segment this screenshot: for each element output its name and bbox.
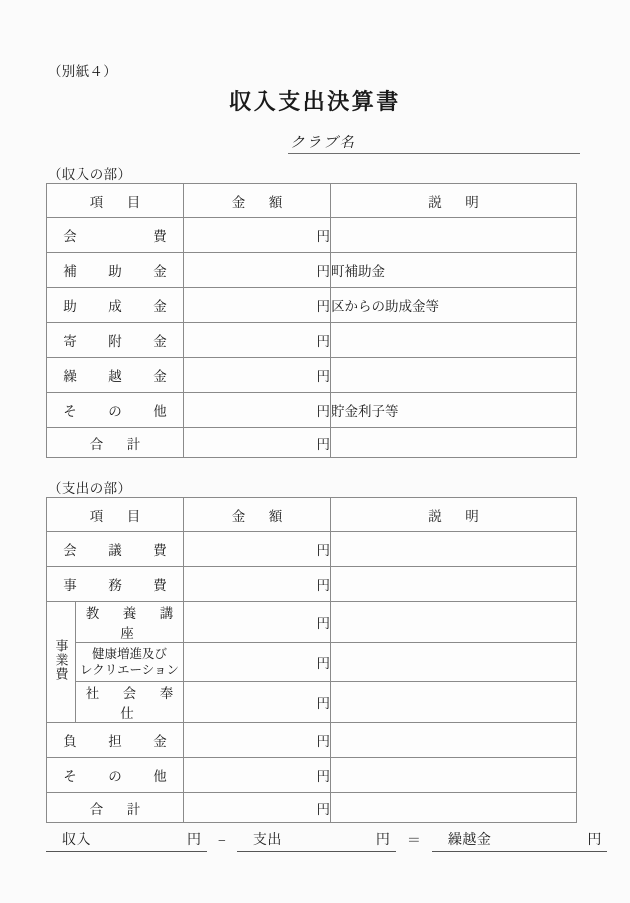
expense-amount-other[interactable]: 円: [184, 758, 331, 793]
expense-header-description: 説 明: [331, 498, 577, 532]
expense-item-health-recreation-line1: 健康増進及び: [91, 647, 167, 661]
income-amount-total[interactable]: 円: [184, 428, 331, 458]
income-table-header-row: [47, 184, 577, 218]
expense-item-social-service: 社 会 奉 仕: [76, 682, 184, 723]
formula-income-segment[interactable]: [46, 829, 207, 852]
income-section-label: （収入の部）: [48, 167, 132, 182]
expense-amount-social-service[interactable]: 円: [184, 682, 331, 723]
formula-income-unit: 円: [187, 833, 201, 848]
formula-minus-operator: −: [218, 834, 226, 849]
table-row: [47, 358, 577, 393]
table-row: [47, 602, 577, 643]
expense-header-item: 項 目: [47, 498, 184, 532]
income-amount-membership-fee[interactable]: 円: [184, 218, 331, 253]
income-description-carryover[interactable]: [331, 358, 577, 393]
expense-item-total: 合 計: [47, 793, 184, 823]
income-amount-grant[interactable]: 円: [184, 288, 331, 323]
income-item-subsidy: 補 助 金: [47, 253, 184, 288]
income-item-total: 合 計: [47, 428, 184, 458]
table-row: [47, 253, 577, 288]
expense-item-health-recreation: [76, 643, 184, 682]
balance-formula: [46, 826, 602, 852]
expense-amount-culture-course[interactable]: 円: [184, 602, 331, 643]
income-header-amount: 金 額: [184, 184, 331, 218]
income-item-grant: 助 成 金: [47, 288, 184, 323]
expense-item-office-cost: 事 務 費: [47, 567, 184, 602]
table-row: [47, 218, 577, 253]
formula-expense-segment[interactable]: [237, 829, 396, 852]
table-row: [47, 723, 577, 758]
expense-item-meeting-cost: 会 議 費: [47, 532, 184, 567]
formula-equals-operator: ＝: [406, 834, 421, 849]
expense-item-health-recreation-line2: レクリエーション: [79, 663, 179, 677]
formula-expense-label: 支出: [252, 833, 282, 848]
income-header-description: 説 明: [331, 184, 577, 218]
income-item-membership-fee: 会 費: [47, 218, 184, 253]
income-table: [46, 183, 577, 458]
table-row: [47, 682, 577, 723]
income-description-grant[interactable]: 区からの助成金等: [331, 288, 577, 323]
income-item-other: そ の 他: [47, 393, 184, 428]
expense-description-total[interactable]: [331, 793, 577, 823]
expense-table-header-row: [47, 498, 577, 532]
expense-amount-contribution[interactable]: 円: [184, 723, 331, 758]
expense-amount-meeting-cost[interactable]: 円: [184, 532, 331, 567]
income-amount-donation[interactable]: 円: [184, 323, 331, 358]
document-title: 収入支出決算書: [229, 89, 401, 114]
income-description-donation[interactable]: [331, 323, 577, 358]
table-row: [47, 643, 577, 682]
club-name-field[interactable]: [288, 131, 580, 154]
expense-description-health-recreation[interactable]: [331, 643, 577, 682]
income-item-carryover: 繰 越 金: [47, 358, 184, 393]
formula-expense-unit: 円: [375, 833, 390, 848]
expense-section-label: （支出の部）: [48, 481, 132, 496]
income-description-other[interactable]: 貯金利子等: [331, 393, 577, 428]
expense-item-culture-course: 教 養 講 座: [76, 602, 184, 643]
formula-carryover-unit: 円: [587, 833, 602, 848]
expense-amount-office-cost[interactable]: 円: [184, 567, 331, 602]
income-description-total[interactable]: [331, 428, 577, 458]
expense-description-meeting-cost[interactable]: [331, 532, 577, 567]
formula-carryover-label: 繰越金: [447, 833, 492, 848]
table-row: [47, 393, 577, 428]
income-description-membership-fee[interactable]: [331, 218, 577, 253]
attachment-number: （別紙４）: [48, 64, 117, 79]
expense-description-contribution[interactable]: [331, 723, 577, 758]
expense-header-amount: 金 額: [184, 498, 331, 532]
income-description-subsidy[interactable]: 町補助金: [331, 253, 577, 288]
table-row: [47, 532, 577, 567]
expense-group-label-business: [47, 602, 76, 723]
income-amount-subsidy[interactable]: 円: [184, 253, 331, 288]
income-item-donation: 寄 附 金: [47, 323, 184, 358]
formula-carryover-segment[interactable]: [432, 829, 608, 852]
income-total-row: [47, 428, 577, 458]
formula-income-label: 収入: [62, 833, 91, 848]
expense-description-other[interactable]: [331, 758, 577, 793]
expense-description-culture-course[interactable]: [331, 602, 577, 643]
expense-table: [46, 497, 577, 823]
expense-total-row: [47, 793, 577, 823]
club-name-label: クラブ名: [290, 135, 356, 151]
table-row: [47, 323, 577, 358]
income-amount-other[interactable]: 円: [184, 393, 331, 428]
expense-amount-health-recreation[interactable]: 円: [184, 643, 331, 682]
table-row: [47, 758, 577, 793]
expense-item-contribution: 負 担 金: [47, 723, 184, 758]
expense-group-label-business-text: 事業費: [53, 639, 69, 681]
table-row: [47, 567, 577, 602]
income-header-item: 項 目: [47, 184, 184, 218]
expense-item-other: そ の 他: [47, 758, 184, 793]
expense-amount-total[interactable]: 円: [184, 793, 331, 823]
expense-description-office-cost[interactable]: [331, 567, 577, 602]
table-row: [47, 288, 577, 323]
expense-description-social-service[interactable]: [331, 682, 577, 723]
income-amount-carryover[interactable]: 円: [184, 358, 331, 393]
